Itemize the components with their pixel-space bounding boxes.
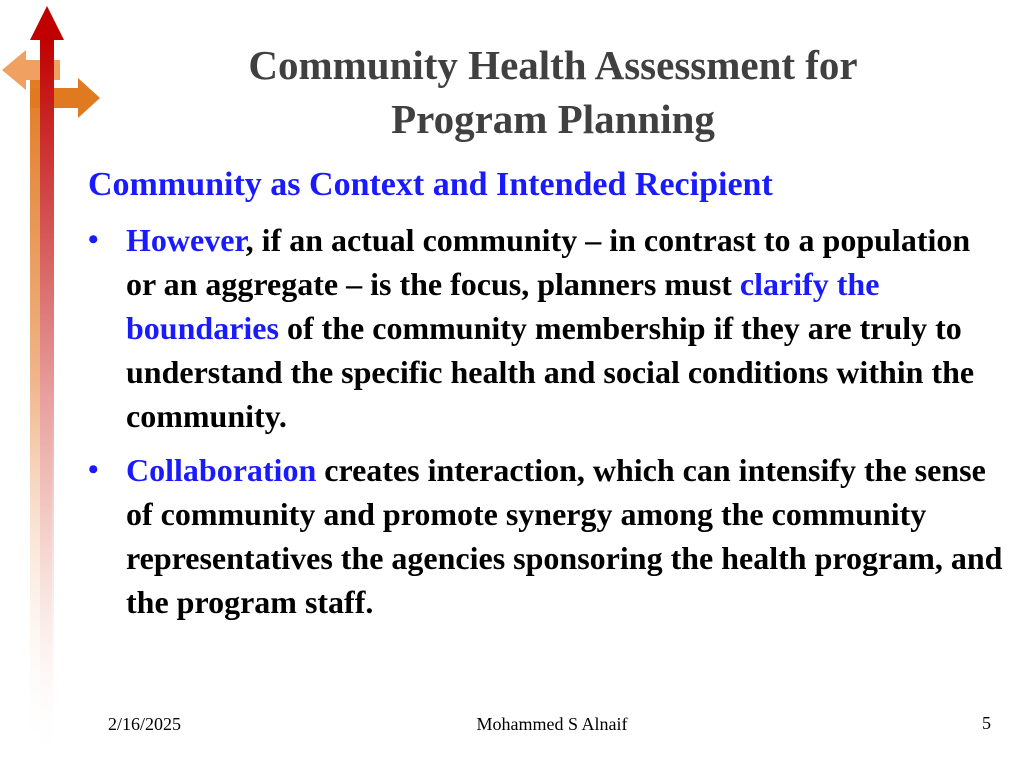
bullet-2-lead: Collaboration [126,452,317,488]
title-line-2: Program Planning [391,96,715,142]
bullet-1-text-1: , if an actual community – in contrast to a population or an aggregate – is the focus, planners must [126,222,971,302]
bullet-1-highlight: clarify the boundaries [126,266,880,346]
footer-author: Mohammed S Alnaif [476,714,628,734]
footer-date: 2/16/2025 [108,714,182,734]
bullet-dot-icon: • [88,453,99,486]
bullet-1-text-2: of the community membership if they are truly to understand the specific health and social conditions within the community. [126,310,975,434]
bullet-item-2 [86,448,1006,624]
slide-subtitle: Community as Context and Intended Recipient [88,166,773,203]
red-bar [40,38,54,758]
bullet-2-text-1: creates interaction, which can intensify the sense of community and promote synergy among the community representatives the agencies sponsoring the health program, and the program staff. [126,452,1003,620]
slide-title [130,38,976,146]
bullet-list [86,218,1006,624]
red-up-arrow-icon [30,6,64,40]
title-line-1: Community Health Assessment for [248,42,858,88]
bullet-1-lead: However [126,222,246,258]
bullet-dot-icon: • [88,223,99,256]
bullet-item-1 [86,218,1006,438]
page-number: 5 [982,713,991,733]
